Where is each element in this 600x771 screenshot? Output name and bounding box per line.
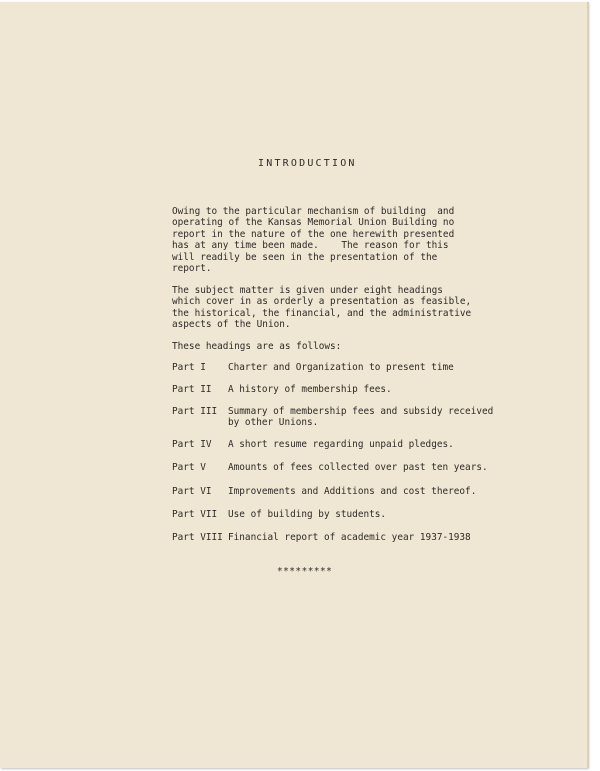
part-text: Charter and Organization to present time — [228, 362, 454, 373]
part-label: Part V — [172, 462, 206, 473]
part-label: Part IV — [172, 439, 212, 450]
part-label: Part I — [172, 362, 206, 373]
part-label: Part VI — [172, 486, 212, 497]
paper-edge — [587, 2, 589, 768]
part-label: Part VIII — [172, 532, 223, 543]
part-label: Part II — [172, 384, 212, 395]
part-text: Improvements and Additions and cost thereof. — [228, 486, 477, 497]
end-mark: ********* — [277, 566, 333, 577]
part-text: Use of building by students. — [228, 509, 387, 520]
part-text: Amounts of fees collected over past ten years. — [228, 462, 488, 473]
part-text: A short resume regarding unpaid pledges. — [228, 439, 454, 450]
part-text: Summary of membership fees and subsidy received by other Unions. — [228, 406, 494, 429]
paragraph-2: The subject matter is given under eight headings which cover in as orderly a presentation as feasible, the historical, the financial, and the administrative aspects of the Union. — [172, 285, 472, 331]
paragraph-1: Owing to the particular mechanism of building and operating of the Kansas Memorial Union Building no report in the nature of the one herewith presented has at any time been made. The reason for this will readily be seen in the presentation of the report. — [172, 206, 455, 275]
part-label: Part III — [172, 406, 218, 417]
list-intro: These headings are as follows: — [172, 341, 342, 352]
part-label: Part VII — [172, 509, 218, 520]
part-text: A history of membership fees. — [228, 384, 392, 395]
part-text: Financial report of academic year 1937-1938 — [228, 532, 471, 543]
document-title: INTRODUCTION — [258, 158, 357, 169]
